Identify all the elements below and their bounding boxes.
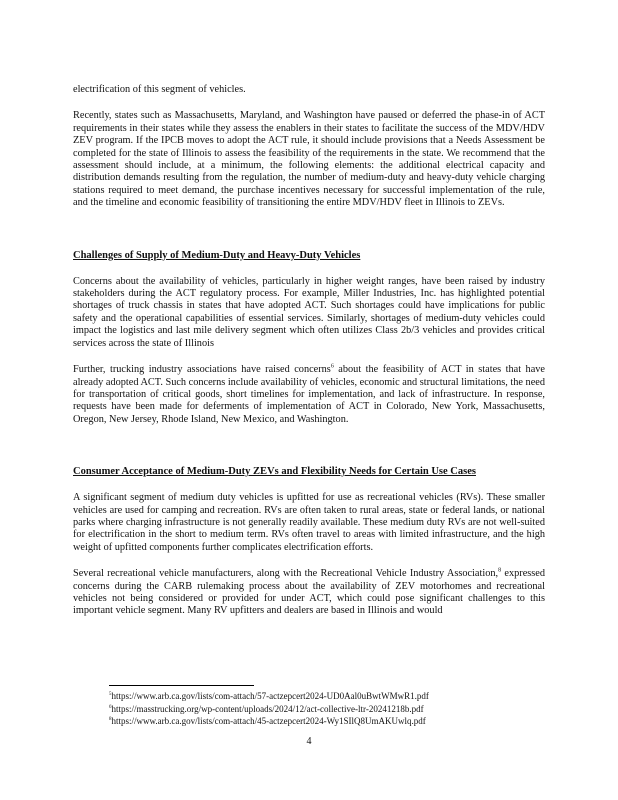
document-body bbox=[73, 84, 545, 618]
paragraph: Recently, states such as Massachusetts, Maryland, and Washington have paused or deferred the phase-in of ACT requirements in their states while they assess the enablers in their states to facilitate the success of the MDV/HDV ZEV program. If the IPCB moves to adopt the ACT rule, it should include provisions that a Needs Assessment be completed for the state of Illinois to assess the feasibility of the requirements in the state. We recommend that the assessment should include, at a minimum, the following elements: the additional electrical capacity and distribution demands resulting from the regulation, the number of medium-duty and heavy-duty vehicle charging stations required to meet demand, the purchase incentives necessary for successful implementation of the rule, and the timeline and economic feasibility of transitioning the entire MDV/HDV fleet in Illinois to ZEVs. bbox=[73, 110, 545, 209]
footnote bbox=[109, 690, 429, 703]
text: Further, trucking industry associations have raised concerns bbox=[73, 364, 331, 376]
section-heading-consumer: Consumer Acceptance of Medium-Duty ZEVs and Flexibility Needs for Certain Use Cases bbox=[73, 466, 476, 478]
paragraph: A significant segment of medium duty vehicles is upfitted for use as recreational vehicles (RVs). These smaller vehicles are used for camping and recreation. RVs are often taken to rural areas, state or federal lands, or national parks where charging infrastructure is not generally readily available. These medium duty RVs are not well-suited for electrification in the short to medium term. RVs often travel to areas with limited infrastructure, and the high weight of upfitted components further complicates electrification efforts. bbox=[73, 492, 545, 553]
footnote-link[interactable]: https://www.arb.ca.gov/lists/com-attach/45-actzepcert2024-Wy1SIlQ8UmAKUwlq.pdf bbox=[111, 716, 426, 727]
page-number: 4 bbox=[306, 736, 312, 747]
footnote-number: 6 bbox=[109, 704, 112, 710]
text: about the feasibility of ACT in states that have already adopted ACT. Such concerns include availability of vehicles, economic and structural limitations, the need for transportation of critical goods, short timelines for implementation, and lack of infrastructure. In response, requests have been made for deferments of implementation of ACT in Colorado, New York, Massachusetts, Oregon, New Jersey, Rhode Island, New Mexico, and Washington. bbox=[73, 364, 545, 425]
paragraph bbox=[73, 364, 545, 426]
section-heading-supply: Challenges of Supply of Medium-Duty and Heavy-Duty Vehicles bbox=[73, 249, 361, 261]
footnotes bbox=[109, 690, 429, 728]
paragraph: Concerns about the availability of vehicles, particularly in higher weight ranges, have been raised by industry stakeholders during the ACT regulatory process. For example, Miller Industries, Inc. has highlighted potential shortages of truck chassis in states that have adopted ACT. Such shortages could have implications for public safety and the operational capabilities of essential services. Similarly, shortages of medium-duty vehicles could impact the logistics and last mile delivery segment which often utilizes Class 2b/3 vehicles and provides critical services across the state of Illinois bbox=[73, 275, 545, 349]
footnote bbox=[109, 703, 429, 716]
footnote-link[interactable]: https://www.arb.ca.gov/lists/com-attach/57-actzepcert2024-UD0Aal0uBwtWMwR1.pdf bbox=[111, 691, 429, 701]
footnote-ref[interactable]: 6 bbox=[330, 363, 334, 370]
paragraph bbox=[73, 568, 545, 618]
footnote bbox=[109, 715, 429, 728]
footnote-ref[interactable]: 8 bbox=[498, 567, 502, 574]
text: expressed concerns during the CARB rulemaking process about the availability of ZEV motorhomes and recreational vehicles not being considered or provided for under ACT, which could pose significant challenges to this important vehicle segment. Many RV upfitters and dealers are based in Illinois and would bbox=[73, 568, 545, 617]
text: Several recreational vehicle manufacturers, along with the Recreational Vehicle Industry Association, bbox=[73, 568, 499, 580]
paragraph: electrification of this segment of vehicles. bbox=[73, 84, 246, 95]
footnote-number: 8 bbox=[109, 717, 112, 723]
footnote-link[interactable]: https://masstrucking.org/wp-content/uploads/2024/12/act-collective-ltr-20241218b.pdf bbox=[111, 703, 424, 714]
footnote-divider bbox=[109, 685, 254, 686]
footnote-number: 5 bbox=[109, 692, 112, 697]
